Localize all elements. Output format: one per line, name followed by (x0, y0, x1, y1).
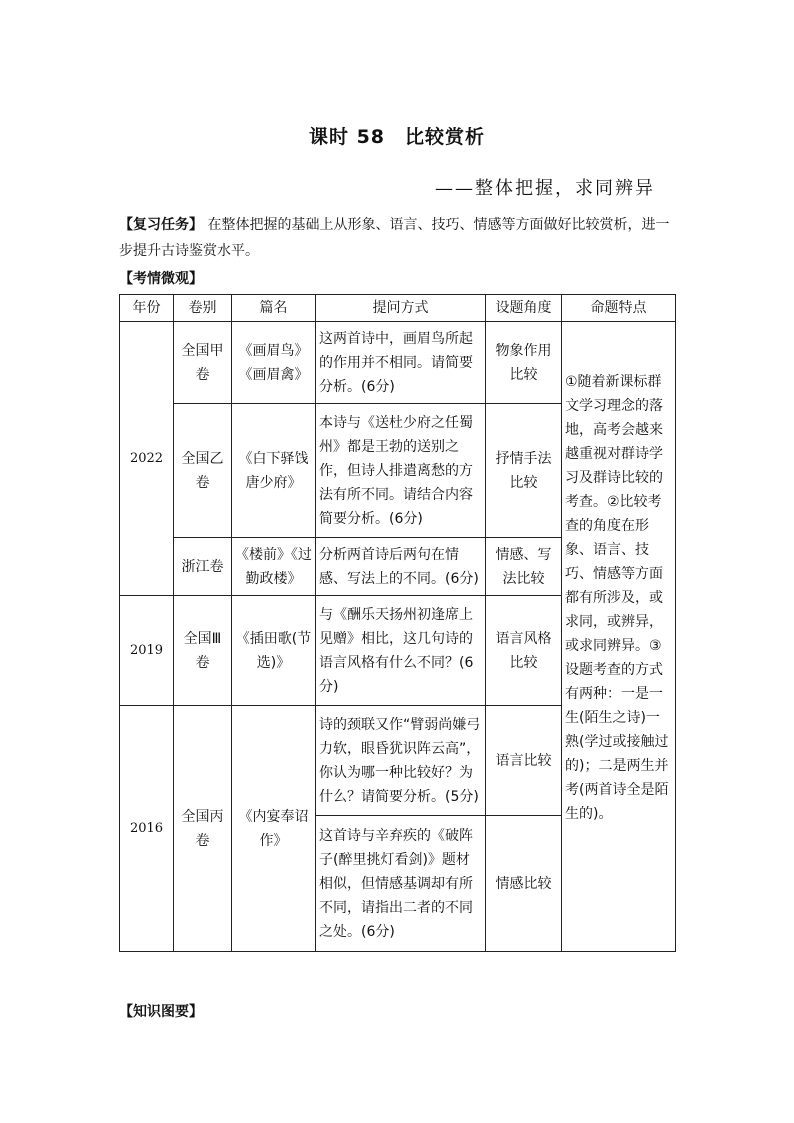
header-angle: 设题角度 (486, 295, 562, 322)
poem-cell: 《插田歌(节选)》 (232, 596, 316, 706)
review-task (119, 212, 679, 264)
year-cell: 2016 (120, 706, 174, 952)
paper-cell: 全国乙卷 (174, 404, 232, 538)
paper-cell: 全国甲卷 (174, 322, 232, 404)
review-task-text: 在整体把握的基础上从形象、语言、技巧、情感等方面做好比较赏析，进一步提升古诗鉴赏水平。 (119, 217, 670, 259)
angle-cell: 情感比较 (486, 816, 562, 952)
angle-cell: 语言风格比较 (486, 596, 562, 706)
table-header-row (120, 295, 676, 322)
paper-cell: 全国Ⅲ卷 (174, 596, 232, 706)
angle-cell: 情感、写法比较 (486, 538, 562, 596)
year-cell: 2022 (120, 322, 174, 596)
header-year: 年份 (120, 295, 174, 322)
header-question: 提问方式 (316, 295, 486, 322)
angle-cell: 抒情手法比较 (486, 404, 562, 538)
overview-tag: 【考情微观】 (119, 271, 203, 287)
poem-cell: 《楼前》《过勤政楼》 (232, 538, 316, 596)
angle-cell: 物象作用比较 (486, 322, 562, 404)
question-cell: 与《酬乐天扬州初逢席上见赠》相比，这几句诗的语言风格有什么不同？(6分) (316, 596, 486, 706)
angle-cell: 语言比较 (486, 706, 562, 816)
question-cell: 这首诗与辛弃疾的《破阵子(醉里挑灯看剑)》题材相似，但情感基调却有所不同，请指出二者的不同之处。(6分) (316, 816, 486, 952)
exam-overview-table (119, 294, 676, 952)
question-cell: 本诗与《送杜少府之任蜀州》都是王勃的送别之作，但诗人排遣离愁的方法有所不同。请结合内容简要分析。(6分) (316, 404, 486, 538)
poem-cell: 《画眉鸟》《画眉禽》 (232, 322, 316, 404)
question-cell: 分析两首诗后两句在情感、写法上的不同。(6分) (316, 538, 486, 596)
header-paper: 卷别 (174, 295, 232, 322)
header-poem: 篇名 (232, 295, 316, 322)
paper-cell: 全国丙卷 (174, 706, 232, 952)
knowledge-tag: 【知识图要】 (119, 1004, 203, 1020)
review-task-tag: 【复习任务】 (119, 217, 203, 233)
feature-cell: ①随着新课标群文学习理念的落地，高考会越来越重视对群诗学习及群诗比较的考查。②比较考查的角度在形象、语言、技巧、情感等方面都有所涉及，或求同，或辨异，或求同辨异。③设题考查的方式有两种：一是一生(陌生之诗)一熟(学过或接触过的)；二是两生并考(两首诗全是陌生的)。 (562, 322, 676, 952)
paper-cell: 浙江卷 (174, 538, 232, 596)
page-title: 课时 58 比较赏析 (308, 126, 486, 148)
poem-cell: 《内宴奉诏作》 (232, 706, 316, 952)
header-feature: 命题特点 (562, 295, 676, 322)
question-cell: 这两首诗中，画眉鸟所起的作用并不相同。请简要分析。(6分) (316, 322, 486, 404)
question-cell: 诗的颈联又作“臂弱尚嫌弓力软，眼昏犹识阵云高”，你认为哪一种比较好？为什么？请简要分析。(5分) (316, 706, 486, 816)
table-row (120, 322, 676, 404)
poem-cell: 《白下驿饯唐少府》 (232, 404, 316, 538)
page-subtitle: ——整体把握，求同辨异 (435, 178, 655, 199)
year-cell: 2019 (120, 596, 174, 706)
